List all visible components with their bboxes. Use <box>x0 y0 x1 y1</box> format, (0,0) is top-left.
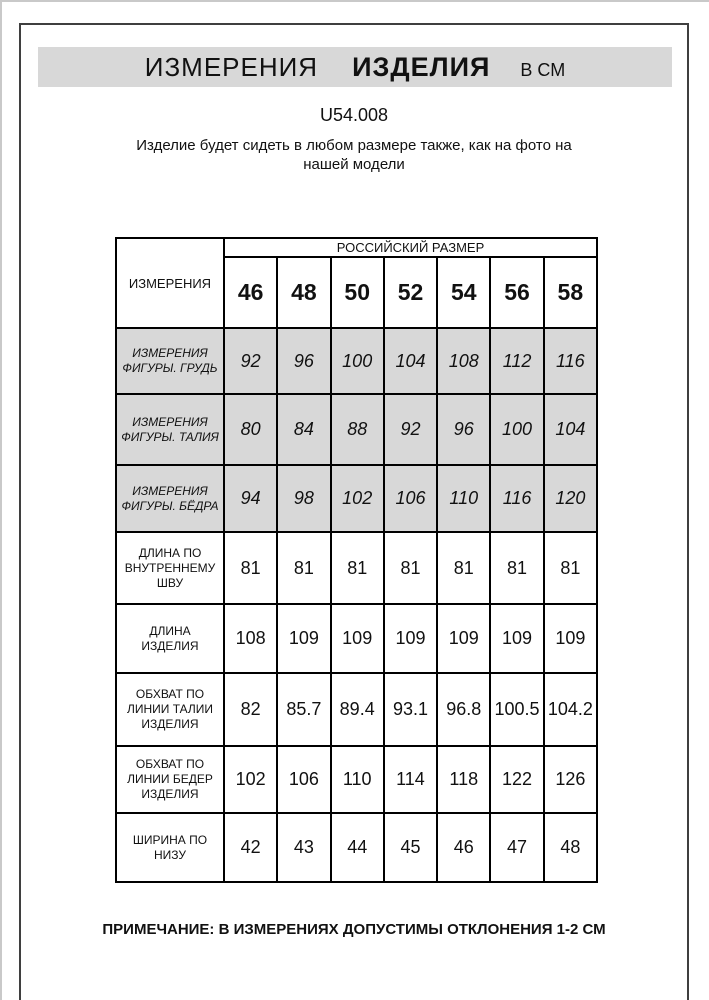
table-row-figure-waist <box>116 394 597 465</box>
size-column-header: 58 <box>544 257 597 328</box>
measurement-value: 92 <box>224 328 277 394</box>
measurement-value: 109 <box>437 604 490 673</box>
measurement-value: 108 <box>224 604 277 673</box>
measurement-value: 45 <box>384 813 437 882</box>
measurement-value: 110 <box>437 465 490 532</box>
measurement-value: 109 <box>277 604 330 673</box>
measurement-value: 92 <box>384 394 437 465</box>
measurement-value: 120 <box>544 465 597 532</box>
measurement-value: 109 <box>490 604 543 673</box>
measurement-value: 80 <box>224 394 277 465</box>
table-row-waist-girth <box>116 673 597 746</box>
measurement-value: 126 <box>544 746 597 813</box>
measurement-value: 109 <box>384 604 437 673</box>
measurement-value: 100 <box>331 328 384 394</box>
measurement-value: 81 <box>224 532 277 604</box>
measurement-value: 81 <box>437 532 490 604</box>
measurement-value: 122 <box>490 746 543 813</box>
size-column-header: 48 <box>277 257 330 328</box>
measurement-value: 108 <box>437 328 490 394</box>
table-row-figure-chest <box>116 328 597 394</box>
row-label: ДЛИНА ИЗДЕЛИЯ <box>116 604 224 673</box>
measurement-value: 104 <box>544 394 597 465</box>
size-column-header: 46 <box>224 257 277 328</box>
measurement-value: 102 <box>224 746 277 813</box>
product-code: U54.008 <box>319 105 389 125</box>
measurement-value: 46 <box>437 813 490 882</box>
measurement-value: 88 <box>331 394 384 465</box>
table-row-item-length <box>116 604 597 673</box>
measurement-value: 100.5 <box>490 673 543 746</box>
row-label: ШИРИНА ПО НИЗУ <box>116 813 224 882</box>
measurement-value: 48 <box>544 813 597 882</box>
measurement-value: 47 <box>490 813 543 882</box>
measurement-value: 116 <box>544 328 597 394</box>
measurement-value: 100 <box>490 394 543 465</box>
measurement-value: 96 <box>277 328 330 394</box>
size-table <box>115 237 598 883</box>
row-label: ОБХВАТ ПО ЛИНИИ ТАЛИИ ИЗДЕЛИЯ <box>116 673 224 746</box>
row-label: ИЗМЕРЕНИЯ ФИГУРЫ. БЁДРА <box>116 465 224 532</box>
measurement-value: 82 <box>224 673 277 746</box>
tolerance-note: ПРИМЕЧАНИЕ: В ИЗМЕРЕНИЯХ ДОПУСТИМЫ ОТКЛОНЕНИЯ 1-2 СМ <box>102 921 606 938</box>
measurement-value: 98 <box>277 465 330 532</box>
measurement-value: 43 <box>277 813 330 882</box>
measurement-value: 109 <box>331 604 384 673</box>
size-column-header: 52 <box>384 257 437 328</box>
row-label: ИЗМЕРЕНИЯ ФИГУРЫ. ГРУДЬ <box>116 328 224 394</box>
measurement-value: 93.1 <box>384 673 437 746</box>
product-description: Изделие будет сидеть в любом размере также, как на фото на нашей модели <box>136 137 572 173</box>
title-product-label: ИЗДЕЛИЯ <box>352 52 491 82</box>
table-header-row <box>116 238 597 257</box>
table-row-inseam-length <box>116 532 597 604</box>
measurement-value: 81 <box>331 532 384 604</box>
size-column-header: 54 <box>437 257 490 328</box>
size-column-header: 56 <box>490 257 543 328</box>
measurement-value: 109 <box>544 604 597 673</box>
measurement-value: 85.7 <box>277 673 330 746</box>
measurement-value: 94 <box>224 465 277 532</box>
measurement-value: 81 <box>384 532 437 604</box>
title-measurements-label: ИЗМЕРЕНИЯ <box>144 52 319 82</box>
measurement-value: 106 <box>277 746 330 813</box>
measurement-value: 110 <box>331 746 384 813</box>
measurement-value: 118 <box>437 746 490 813</box>
measurement-value: 81 <box>490 532 543 604</box>
page-frame <box>19 23 689 1000</box>
table-row-figure-hips <box>116 465 597 532</box>
corner-header: ИЗМЕРЕНИЯ <box>116 238 224 328</box>
title-unit-label: В СМ <box>520 60 566 80</box>
measurement-value: 106 <box>384 465 437 532</box>
measurement-value: 84 <box>277 394 330 465</box>
measurement-value: 104.2 <box>544 673 597 746</box>
measurement-value: 96 <box>437 394 490 465</box>
size-column-header: 50 <box>331 257 384 328</box>
measurement-value: 116 <box>490 465 543 532</box>
measurement-value: 42 <box>224 813 277 882</box>
measurement-value: 112 <box>490 328 543 394</box>
measurement-value: 114 <box>384 746 437 813</box>
measurement-value: 96.8 <box>437 673 490 746</box>
measurement-value: 102 <box>331 465 384 532</box>
measurement-value: 44 <box>331 813 384 882</box>
row-label: ОБХВАТ ПО ЛИНИИ БЕДЕР ИЗДЕЛИЯ <box>116 746 224 813</box>
measurement-value: 104 <box>384 328 437 394</box>
row-label: ДЛИНА ПО ВНУТРЕННЕМУ ШВУ <box>116 532 224 604</box>
row-label: ИЗМЕРЕНИЯ ФИГУРЫ. ТАЛИЯ <box>116 394 224 465</box>
measurement-value: 81 <box>277 532 330 604</box>
table-row-bottom-width <box>116 813 597 882</box>
size-group-header: РОССИЙСКИЙ РАЗМЕР <box>224 238 597 257</box>
table-row-hip-girth <box>116 746 597 813</box>
title-bar <box>38 47 672 87</box>
measurement-value: 81 <box>544 532 597 604</box>
measurement-value: 89.4 <box>331 673 384 746</box>
